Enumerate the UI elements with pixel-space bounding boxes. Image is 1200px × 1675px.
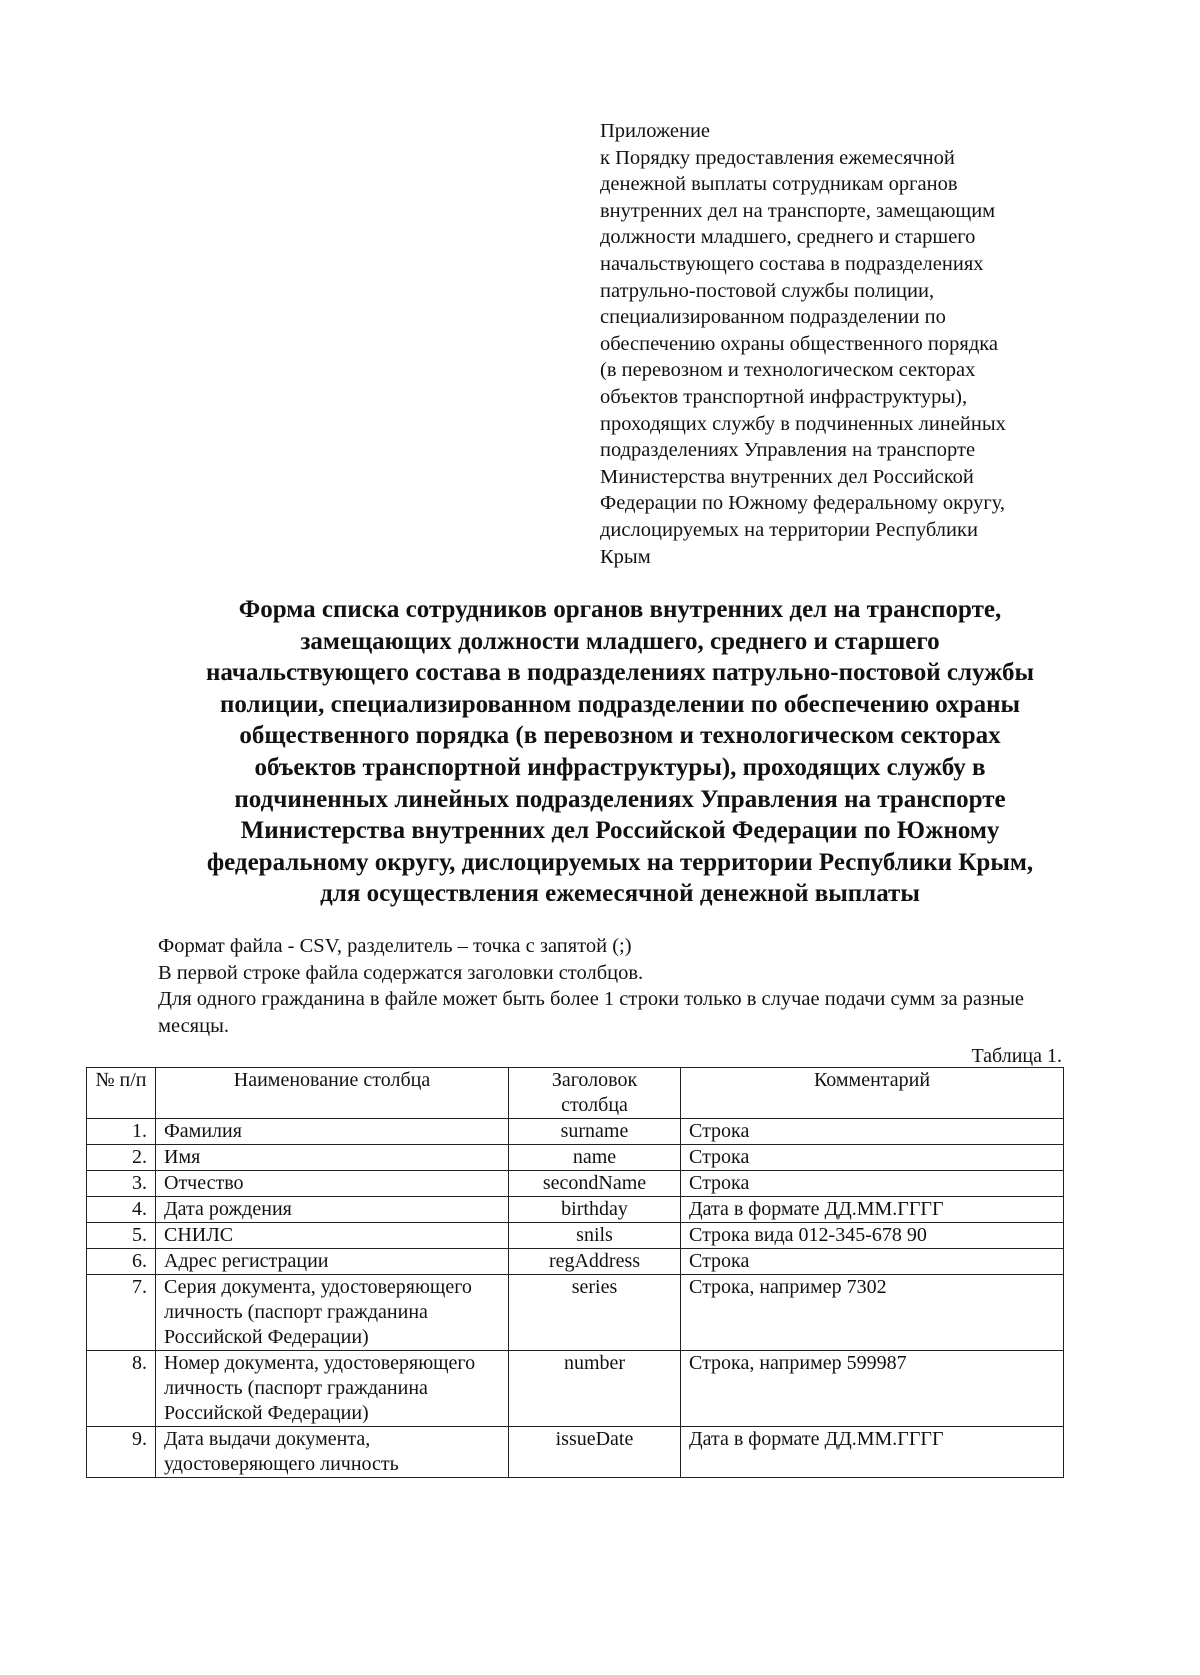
row-comment: Строка [681,1145,1064,1171]
row-num: 1. [87,1119,156,1145]
table-row [87,1197,1064,1223]
table-row [87,1145,1064,1171]
title-line: Министерства внутренних дел Российской Федерации по Южному [240,817,1000,845]
row-num: 2. [87,1145,156,1171]
row-header: secondName [509,1171,681,1197]
appendix-line: начальствующего состава в подразделениях [600,252,984,275]
row-comment: Строка [681,1171,1064,1197]
table-row [87,1249,1064,1275]
multi-row-note: Для одного гражданина в файле может быть более 1 строки только в случае подачи сумм за разные месяцы. [158,988,1024,1037]
row-comment: Строка [681,1249,1064,1275]
row-header: regAddress [509,1249,681,1275]
appendix-line: объектов транспортной инфраструктуры), [600,385,968,408]
title-line: замещающих должности младшего, среднего и старшего [300,627,940,655]
appendix-line: денежной выплаты сотрудникам органов [600,173,958,196]
row-comment: Строка [681,1119,1064,1145]
columns-table [86,1067,1064,1478]
title-line: для осуществления ежемесячной денежной выплаты [320,880,920,908]
header-num: № п/п [87,1068,156,1119]
appendix-line: проходящих службу в подчиненных линейных [600,412,1006,435]
row-name: Имя [156,1145,509,1171]
file-format-notes [158,933,1078,1039]
appendix-line: Приложение [600,120,711,142]
appendix-line: обеспечению охраны общественного порядка [600,332,999,355]
table-row [87,1119,1064,1145]
row-num: 3. [87,1171,156,1197]
row-name: Серия документа, удостоверяющего личность (паспорт гражданина Российской Федерации) [156,1275,509,1351]
row-comment: Строка, например 599987 [681,1351,1064,1427]
title-line: подчиненных линейных подразделениях Управления на транспорте [234,785,1006,813]
appendix-line: должности младшего, среднего и старшего [600,226,976,249]
row-num: 5. [87,1223,156,1249]
title-line: полиции, специализированном подразделении по обеспечению охраны [219,690,1021,718]
header-column-header: Заголовок столбца [509,1068,681,1119]
row-header: name [509,1145,681,1171]
appendix-line: Крым [600,545,651,568]
row-num: 9. [87,1427,156,1478]
title-line: федеральному округу, дислоцируемых на территории Республики Крым, [206,848,1034,876]
row-name: Дата рождения [156,1197,509,1223]
row-num: 7. [87,1275,156,1351]
row-comment: Строка вида 012-345-678 90 [681,1223,1064,1249]
row-name: Номер документа, удостоверяющего личность (паспорт гражданина Российской Федерации) [156,1351,509,1427]
appendix-line: патрульно-постовой службы полиции, [600,279,935,302]
header-row-note: В первой строке файла содержатся заголовки столбцов. [158,961,644,984]
appendix-line: Министерства внутренних дел Российской [600,465,974,488]
row-num: 6. [87,1249,156,1275]
row-name: Фамилия [156,1119,509,1145]
table-row [87,1427,1064,1478]
table-row [87,1171,1064,1197]
table-row [87,1223,1064,1249]
appendix-line: Федерации по Южному федеральному округу, [600,492,1006,515]
format-note: Формат файла - CSV, разделитель – точка с запятой (;) [158,935,632,957]
row-header: issueDate [509,1427,681,1478]
header-column-name: Наименование столбца [156,1068,509,1119]
row-comment: Дата в формате ДД.ММ.ГГГГ [681,1427,1064,1478]
appendix-block [600,118,1080,570]
appendix-line: подразделениях Управления на транспорте [600,439,976,462]
row-name: Адрес регистрации [156,1249,509,1275]
row-header: snils [509,1223,681,1249]
document-title [140,594,1100,910]
table-header-row [87,1068,1064,1119]
row-name: СНИЛС [156,1223,509,1249]
appendix-line: внутренних дел на транспорте, замещающим [600,199,996,222]
appendix-line: (в перевозном и технологическом секторах [600,359,976,382]
row-num: 8. [87,1351,156,1427]
row-header: birthday [509,1197,681,1223]
row-header: number [509,1351,681,1427]
table-caption: Таблица 1. [971,1045,1062,1067]
row-name: Отчество [156,1171,509,1197]
title-line: начальствующего состава в подразделениях патрульно-постовой службы [205,659,1035,687]
header-comment: Комментарий [681,1068,1064,1119]
appendix-line: к Порядку предоставления ежемесячной [600,146,955,169]
row-num: 4. [87,1197,156,1223]
appendix-line: специализированном подразделении по [600,306,946,329]
title-line: Форма списка сотрудников органов внутренних дел на транспорте, [238,596,1002,623]
row-header: surname [509,1119,681,1145]
table-row [87,1351,1064,1427]
table-row [87,1275,1064,1351]
row-name: Дата выдачи документа, удостоверяющего личность [156,1427,509,1478]
appendix-line: дислоцируемых на территории Республики [600,518,978,541]
row-comment: Строка, например 7302 [681,1275,1064,1351]
row-comment: Дата в формате ДД.ММ.ГГГГ [681,1197,1064,1223]
title-line: общественного порядка (в перевозном и технологическом секторах [239,722,1001,750]
title-line: объектов транспортной инфраструктуры), проходящих службу в [254,753,986,781]
row-header: series [509,1275,681,1351]
